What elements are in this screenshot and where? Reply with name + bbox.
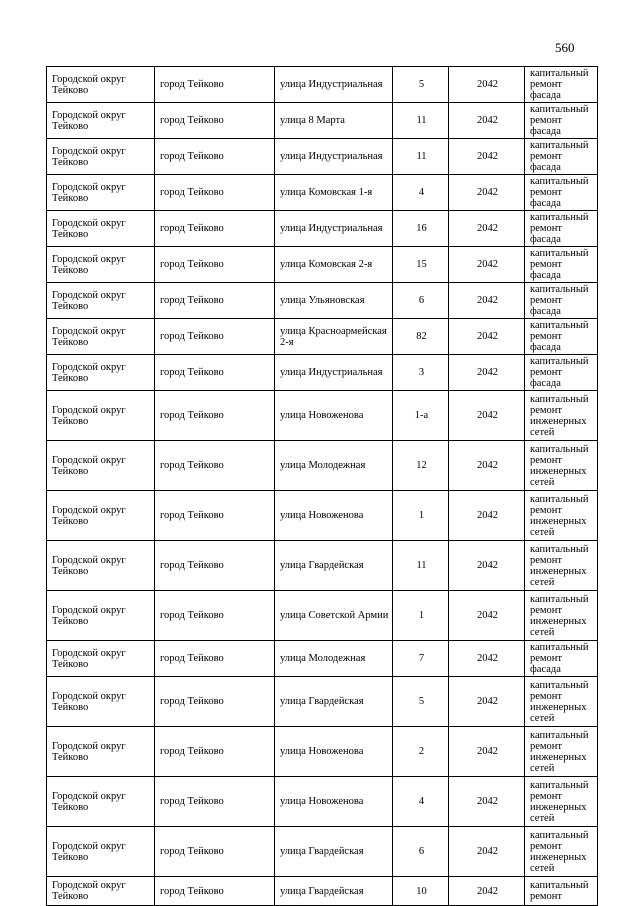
year-cell: 2042 [449, 877, 525, 906]
city-cell: город Тейково [155, 319, 275, 355]
year-cell: 2042 [449, 777, 525, 827]
table-row [47, 139, 598, 175]
city-cell: город Тейково [155, 677, 275, 727]
municipality-cell: Городской округ Тейково [47, 211, 155, 247]
street-cell: улица Комовская 1-я [275, 175, 393, 211]
work-type-cell: капитальный ремонт инженерных сетей [525, 591, 598, 641]
street-cell: улица Новоженова [275, 727, 393, 777]
city-cell: город Тейково [155, 441, 275, 491]
table-row [47, 491, 598, 541]
municipality-cell: Городской округ Тейково [47, 877, 155, 906]
table-row [47, 777, 598, 827]
house-number-cell: 10 [393, 877, 449, 906]
house-number-cell: 1-а [393, 391, 449, 441]
house-number-cell: 3 [393, 355, 449, 391]
city-cell: город Тейково [155, 541, 275, 591]
street-cell: улица Гвардейская [275, 541, 393, 591]
house-number-cell: 4 [393, 777, 449, 827]
year-cell: 2042 [449, 491, 525, 541]
municipality-cell: Городской округ Тейково [47, 827, 155, 877]
city-cell: город Тейково [155, 591, 275, 641]
house-number-cell: 11 [393, 103, 449, 139]
city-cell: город Тейково [155, 491, 275, 541]
table-row [47, 827, 598, 877]
work-type-cell: капитальный ремонт фасада [525, 211, 598, 247]
work-type-cell: капитальный ремонт инженерных сетей [525, 827, 598, 877]
repair-schedule-table [46, 66, 598, 906]
municipality-cell: Городской округ Тейково [47, 319, 155, 355]
house-number-cell: 16 [393, 211, 449, 247]
year-cell: 2042 [449, 441, 525, 491]
street-cell: улица Гвардейская [275, 677, 393, 727]
city-cell: город Тейково [155, 247, 275, 283]
work-type-cell: капитальный ремонт фасада [525, 103, 598, 139]
street-cell: улица Индустриальная [275, 139, 393, 175]
table-row [47, 441, 598, 491]
table-row [47, 641, 598, 677]
work-type-cell: капитальный ремонт инженерных сетей [525, 677, 598, 727]
city-cell: город Тейково [155, 139, 275, 175]
year-cell: 2042 [449, 247, 525, 283]
table-row [47, 591, 598, 641]
street-cell: улица Гвардейская [275, 827, 393, 877]
municipality-cell: Городской округ Тейково [47, 175, 155, 211]
work-type-cell: капитальный ремонт инженерных сетей [525, 441, 598, 491]
work-type-cell: капитальный ремонт фасада [525, 67, 598, 103]
street-cell: улица Молодежная [275, 441, 393, 491]
table-row [47, 211, 598, 247]
municipality-cell: Городской округ Тейково [47, 591, 155, 641]
street-cell: улица Новоженова [275, 491, 393, 541]
year-cell: 2042 [449, 355, 525, 391]
house-number-cell: 12 [393, 441, 449, 491]
year-cell: 2042 [449, 827, 525, 877]
work-type-cell: капитальный ремонт инженерных сетей [525, 727, 598, 777]
work-type-cell: капитальный ремонт инженерных сетей [525, 777, 598, 827]
year-cell: 2042 [449, 541, 525, 591]
work-type-cell: капитальный ремонт инженерных сетей [525, 391, 598, 441]
year-cell: 2042 [449, 677, 525, 727]
municipality-cell: Городской округ Тейково [47, 139, 155, 175]
house-number-cell: 11 [393, 541, 449, 591]
year-cell: 2042 [449, 391, 525, 441]
city-cell: город Тейково [155, 211, 275, 247]
street-cell: улица Ульяновская [275, 283, 393, 319]
table-row [47, 175, 598, 211]
table-row [47, 727, 598, 777]
table-row [47, 877, 598, 906]
work-type-cell: капитальный ремонт фасада [525, 355, 598, 391]
city-cell: город Тейково [155, 67, 275, 103]
house-number-cell: 1 [393, 491, 449, 541]
municipality-cell: Городской округ Тейково [47, 677, 155, 727]
street-cell: улица Молодежная [275, 641, 393, 677]
street-cell: улица Новоженова [275, 777, 393, 827]
house-number-cell: 82 [393, 319, 449, 355]
year-cell: 2042 [449, 175, 525, 211]
work-type-cell: капитальный ремонт фасада [525, 283, 598, 319]
work-type-cell: капитальный ремонт фасада [525, 641, 598, 677]
work-type-cell: капитальный ремонт фасада [525, 139, 598, 175]
table-row [47, 283, 598, 319]
year-cell: 2042 [449, 211, 525, 247]
page-number: 560 [555, 40, 575, 55]
table-body [47, 67, 598, 906]
table-row [47, 103, 598, 139]
house-number-cell: 6 [393, 827, 449, 877]
street-cell: улица Комовская 2-я [275, 247, 393, 283]
house-number-cell: 2 [393, 727, 449, 777]
municipality-cell: Городской округ Тейково [47, 355, 155, 391]
city-cell: город Тейково [155, 727, 275, 777]
year-cell: 2042 [449, 283, 525, 319]
street-cell: улица Индустриальная [275, 67, 393, 103]
year-cell: 2042 [449, 319, 525, 355]
house-number-cell: 5 [393, 67, 449, 103]
year-cell: 2042 [449, 103, 525, 139]
municipality-cell: Городской округ Тейково [47, 283, 155, 319]
municipality-cell: Городской округ Тейково [47, 441, 155, 491]
street-cell: улица Индустриальная [275, 211, 393, 247]
house-number-cell: 7 [393, 641, 449, 677]
municipality-cell: Городской округ Тейково [47, 777, 155, 827]
city-cell: город Тейково [155, 641, 275, 677]
municipality-cell: Городской округ Тейково [47, 541, 155, 591]
house-number-cell: 5 [393, 677, 449, 727]
city-cell: город Тейково [155, 175, 275, 211]
work-type-cell: капитальный ремонт фасада [525, 175, 598, 211]
street-cell: улица Красноармейская 2-я [275, 319, 393, 355]
table-row [47, 541, 598, 591]
street-cell: улица 8 Марта [275, 103, 393, 139]
municipality-cell: Городской округ Тейково [47, 491, 155, 541]
table-row [47, 677, 598, 727]
street-cell: улица Индустриальная [275, 355, 393, 391]
city-cell: город Тейково [155, 283, 275, 319]
house-number-cell: 1 [393, 591, 449, 641]
year-cell: 2042 [449, 139, 525, 175]
street-cell: улица Новоженова [275, 391, 393, 441]
municipality-cell: Городской округ Тейково [47, 247, 155, 283]
municipality-cell: Городской округ Тейково [47, 391, 155, 441]
house-number-cell: 15 [393, 247, 449, 283]
work-type-cell: капитальный ремонт инженерных сетей [525, 491, 598, 541]
table-row [47, 319, 598, 355]
table-row [47, 247, 598, 283]
work-type-cell: капитальный ремонт инженерных сетей [525, 541, 598, 591]
municipality-cell: Городской округ Тейково [47, 641, 155, 677]
work-type-cell: капитальный ремонт [525, 877, 598, 906]
city-cell: город Тейково [155, 827, 275, 877]
house-number-cell: 11 [393, 139, 449, 175]
street-cell: улица Советской Армии [275, 591, 393, 641]
table-row [47, 355, 598, 391]
year-cell: 2042 [449, 641, 525, 677]
year-cell: 2042 [449, 727, 525, 777]
table-row [47, 391, 598, 441]
table-row [47, 67, 598, 103]
municipality-cell: Городской округ Тейково [47, 103, 155, 139]
year-cell: 2042 [449, 67, 525, 103]
city-cell: город Тейково [155, 355, 275, 391]
municipality-cell: Городской округ Тейково [47, 727, 155, 777]
city-cell: город Тейково [155, 877, 275, 906]
house-number-cell: 4 [393, 175, 449, 211]
city-cell: город Тейково [155, 103, 275, 139]
city-cell: город Тейково [155, 391, 275, 441]
house-number-cell: 6 [393, 283, 449, 319]
street-cell: улица Гвардейская [275, 877, 393, 906]
year-cell: 2042 [449, 591, 525, 641]
work-type-cell: капитальный ремонт фасада [525, 247, 598, 283]
municipality-cell: Городской округ Тейково [47, 67, 155, 103]
work-type-cell: капитальный ремонт фасада [525, 319, 598, 355]
city-cell: город Тейково [155, 777, 275, 827]
